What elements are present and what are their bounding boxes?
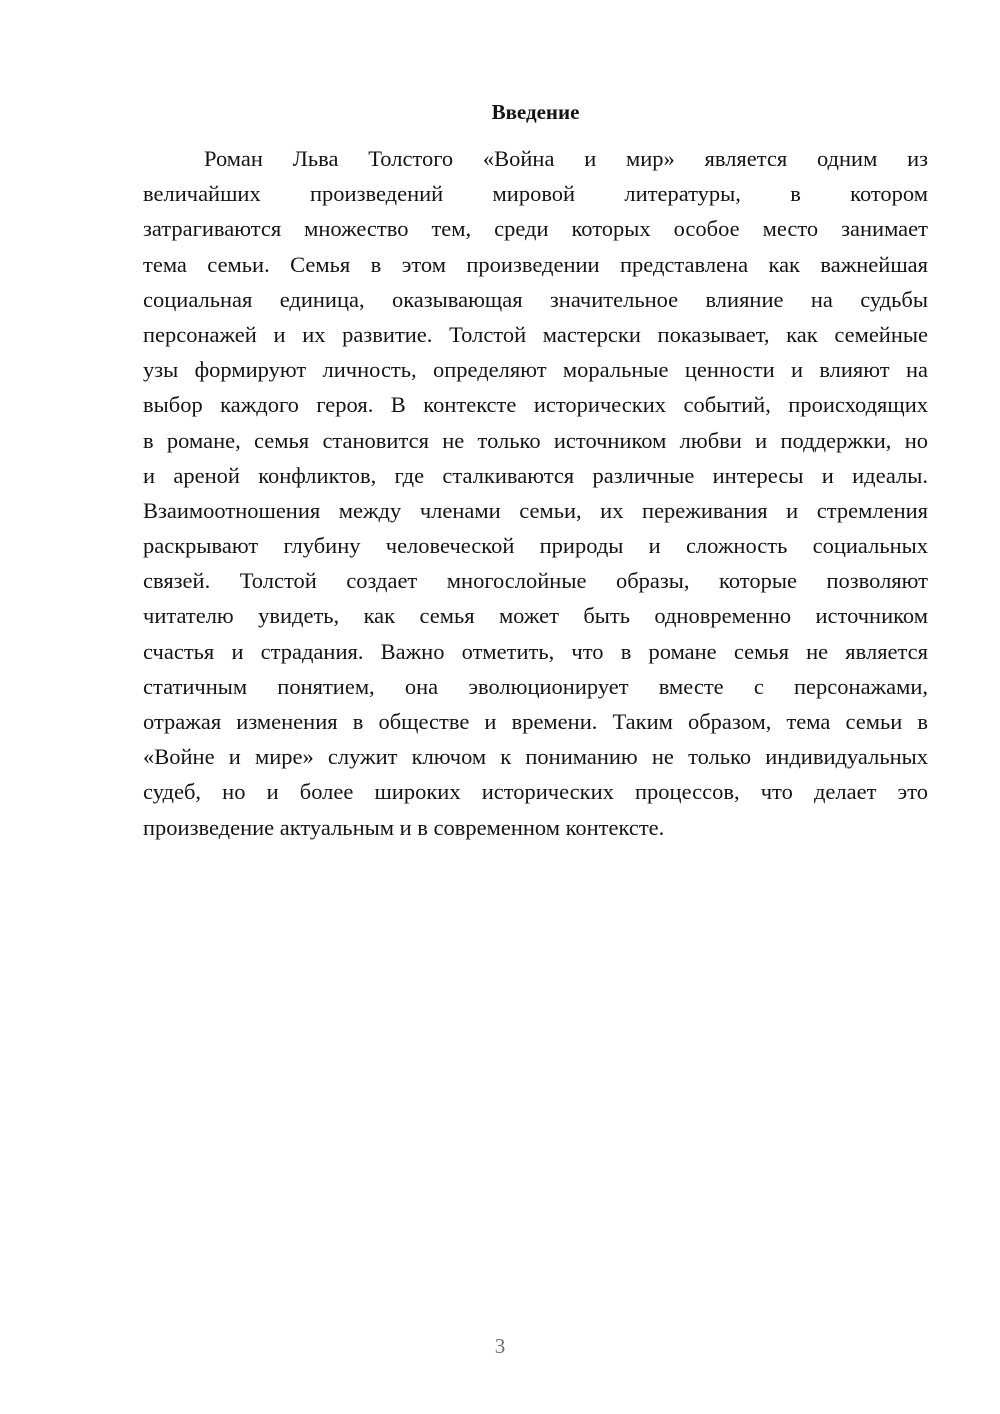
paragraph-line: Взаимоотношения между членами семьи, их переживания и стремления [143,497,928,523]
body-paragraph [143,141,928,845]
paragraph-line: тема семьи. Семья в этом произведении представлена как важнейшая [143,251,928,277]
paragraph-line: отражая изменения в обществе и времени. Таким образом, тема семьи в [143,709,928,734]
paragraph-line: читателю увидеть, как семья может быть одновременно источником [143,603,928,629]
paragraph-line: величайших произведений мировой литературы, в котором [143,181,928,207]
paragraph-line: в романе, семья становится не только источником любви и поддержки, но [143,427,928,453]
paragraph-line: Роман Льва Толстого «Война и мир» является одним из [204,146,928,171]
paragraph-line: персонажей и их развитие. Толстой мастерски показывает, как семейные [143,321,928,347]
paragraph-line: социальная единица, оказывающая значительное влияние на судьбы [143,286,928,312]
paragraph-line: «Войне и мире» служит ключом к пониманию не только индивидуальных [143,744,928,770]
page-number: 3 [494,1334,506,1358]
paragraph-line: счастья и страдания. Важно отметить, что в романе семья не является [143,638,928,664]
paragraph-line: затрагиваются множество тем, среди которых особое место занимает [143,216,928,242]
paragraph-line: связей. Толстой создает многослойные образы, которые позволяют [143,568,928,594]
paragraph-line: узы формируют личность, определяют моральные ценности и влияют на [143,357,928,383]
section-heading: Введение [491,100,580,124]
paragraph-line: выбор каждого героя. В контексте исторических событий, происходящих [143,392,928,418]
paragraph-line: раскрывают глубину человеческой природы и сложность социальных [143,533,928,559]
paragraph-line: статичным понятием, она эволюционирует вместе с персонажами, [143,673,928,699]
paragraph-line: и ареной конфликтов, где сталкиваются различные интересы и идеалы. [143,462,928,488]
paragraph-line: судеб, но и более широких исторических процессов, что делает это [143,779,928,805]
paragraph-line: произведение актуальным и в современном контексте. [143,814,665,840]
